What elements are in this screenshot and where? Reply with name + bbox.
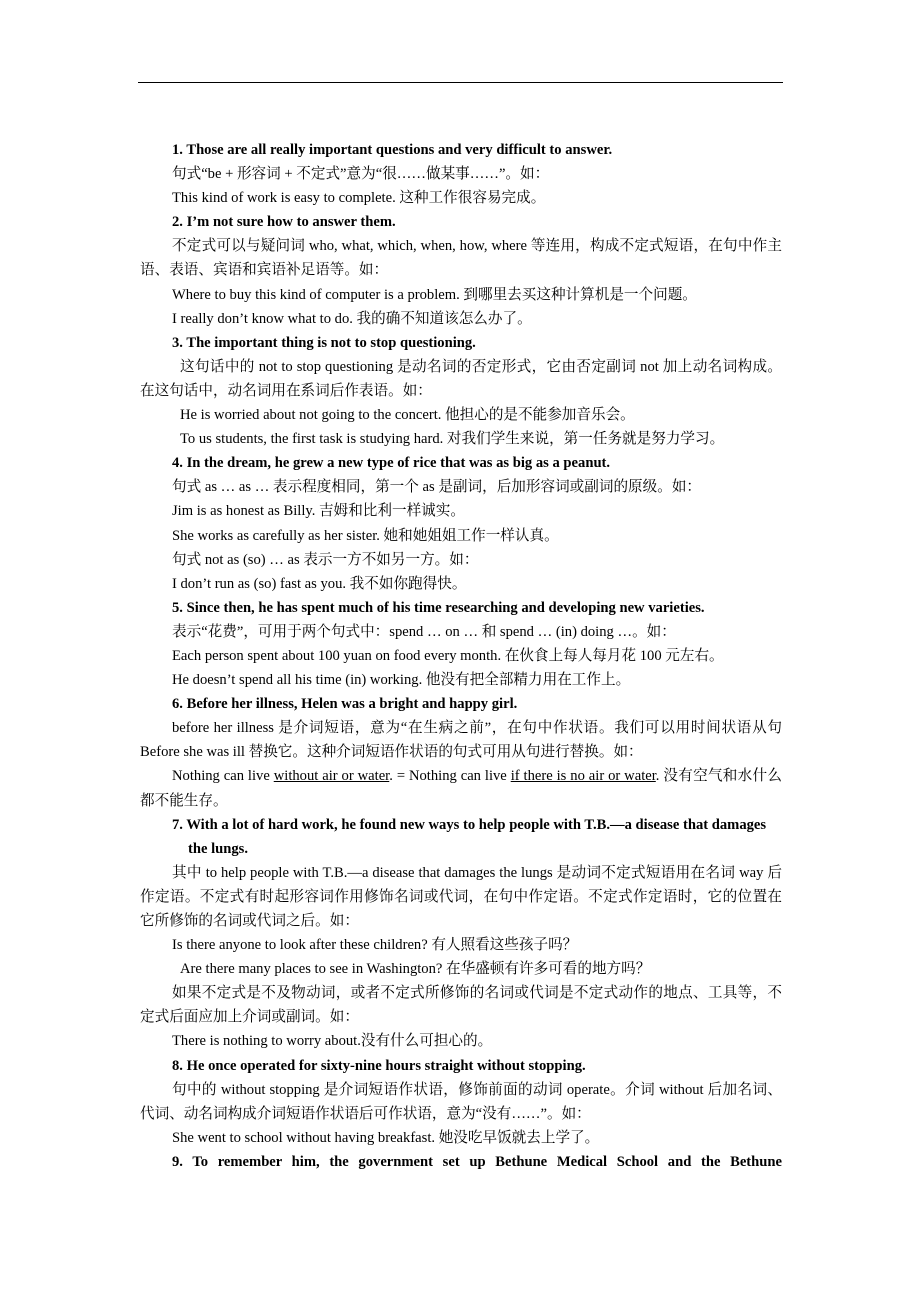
example-line: Jim is as honest as Billy. 吉姆和比利一样诚实。 [172, 503, 465, 520]
example-paragraph [140, 764, 782, 812]
example-line: I really don’t know what to do. 我的确不知道该怎么办了。 [172, 310, 532, 327]
example-text: . 没有空气和水什么都不能生存。 [140, 768, 782, 809]
section-heading: 9. To remember him, the government set up Bethune Medical School and the Bethune [172, 1153, 782, 1170]
section-heading: 2. I’m not sure how to answer them. [172, 214, 396, 231]
example-text: Nothing can live [172, 768, 274, 785]
text-line: 句式“be + 形容词 + 不定式”意为“很……做某事……”。如： [172, 166, 550, 183]
header-rule [138, 82, 783, 83]
underlined-phrase: if there is no air or water [510, 768, 656, 785]
example-line: She works as carefully as her sister. 她和她姐姐工作一样认真。 [172, 527, 559, 544]
section-heading: 3. The important thing is not to stop questioning. [172, 334, 476, 351]
example-line: Is there anyone to look after these children? 有人照看这些孩子吗？ [172, 937, 578, 954]
example-line: Each person spent about 100 yuan on food every month. 在伙食上每人每月花 100 元左右。 [172, 647, 724, 664]
example-line: This kind of work is easy to complete. 这种工作很容易完成。 [172, 190, 546, 207]
explanation-paragraph: 不定式可以与疑问词 who, what, which, when, how, where 等连用，构成不定式短语，在句中作主语、表语、宾语和宾语补足语等。如： [140, 238, 782, 279]
text-line: 句式 as … as … 表示程度相同，第一个 as 是副词，后加形容词或副词的原级。如： [172, 479, 702, 496]
example-line: I don’t run as (so) fast as you. 我不如你跑得快。 [172, 575, 467, 592]
section-heading: 6. Before her illness, Helen was a bright and happy girl. [172, 696, 518, 713]
example-line: Where to buy this kind of computer is a problem. 到哪里去买这种计算机是一个问题。 [172, 286, 697, 303]
section-heading: 5. Since then, he has spent much of his time researching and developing new varieties. [172, 599, 705, 616]
example-line: There is nothing to worry about.没有什么可担心的。 [172, 1033, 493, 1050]
explanation-paragraph: 句中的 without stopping 是介词短语作状语，修饰前面的动词 operate。介词 without 后加名词、代词、动名词构成介词短语作状语后可作状语，意为“没有……”。如： [140, 1081, 782, 1122]
explanation-paragraph: 如果不定式是不及物动词，或者不定式所修饰的名词或代词是不定式动作的地点、工具等，不定式后面应加上介词或副词。如： [140, 985, 782, 1026]
explanation-paragraph: before her illness 是介词短语，意为“在生病之前”，在句中作状语。我们可以用时间状语从句 Before she was ill 替换它。这种介词短语作状语的句式可用从句进行替换。如： [140, 720, 782, 761]
explanation-paragraph: 这句话中的 not to stop questioning 是动名词的否定形式，它由否定副词 not 加上动名词构成。在这句话中，动名词用在系词后作表语。如： [140, 358, 782, 399]
example-line: He is worried about not going to the concert. 他担心的是不能参加音乐会。 [180, 407, 635, 424]
section-heading: 4. In the dream, he grew a new type of rice that was as big as a peanut. [172, 455, 611, 472]
section-heading: 7. With a lot of hard work, he found new ways to help people with T.B.—a disease that damages the lungs. [172, 816, 767, 857]
example-line: Are there many places to see in Washington? 在华盛顿有许多可看的地方吗？ [180, 961, 651, 978]
text-line: 表示“花费”，可用于两个句式中：spend … on … 和 spend … (in) doing …。如： [172, 623, 676, 640]
notes-body [140, 138, 782, 1174]
section-heading: 8. He once operated for sixty-nine hours straight without stopping. [172, 1057, 586, 1074]
explanation-paragraph: 其中 to help people with T.B.—a disease that damages the lungs 是动词不定式短语用在名词 way 后作定语。不定式有时起形容词作用修饰名词或代词，在句中作定语。不定式作定语时，它的位置在它所修饰的名词或代词之后。如： [140, 864, 782, 929]
example-line: He doesn’t spend all his time (in) working. 他没有把全部精力用在工作上。 [172, 672, 631, 689]
text-line: 句式 not as (so) … as 表示一方不如另一方。如： [172, 551, 479, 568]
underlined-phrase: without air or water [273, 768, 390, 785]
section-heading: 1. Those are all really important questions and very difficult to answer. [172, 142, 613, 158]
example-text: . = Nothing can live [389, 768, 511, 785]
example-line: She went to school without having breakfast. 她没吃早饭就去上学了。 [172, 1129, 600, 1146]
example-line: To us students, the first task is studying hard. 对我们学生来说，第一任务就是努力学习。 [180, 431, 725, 448]
